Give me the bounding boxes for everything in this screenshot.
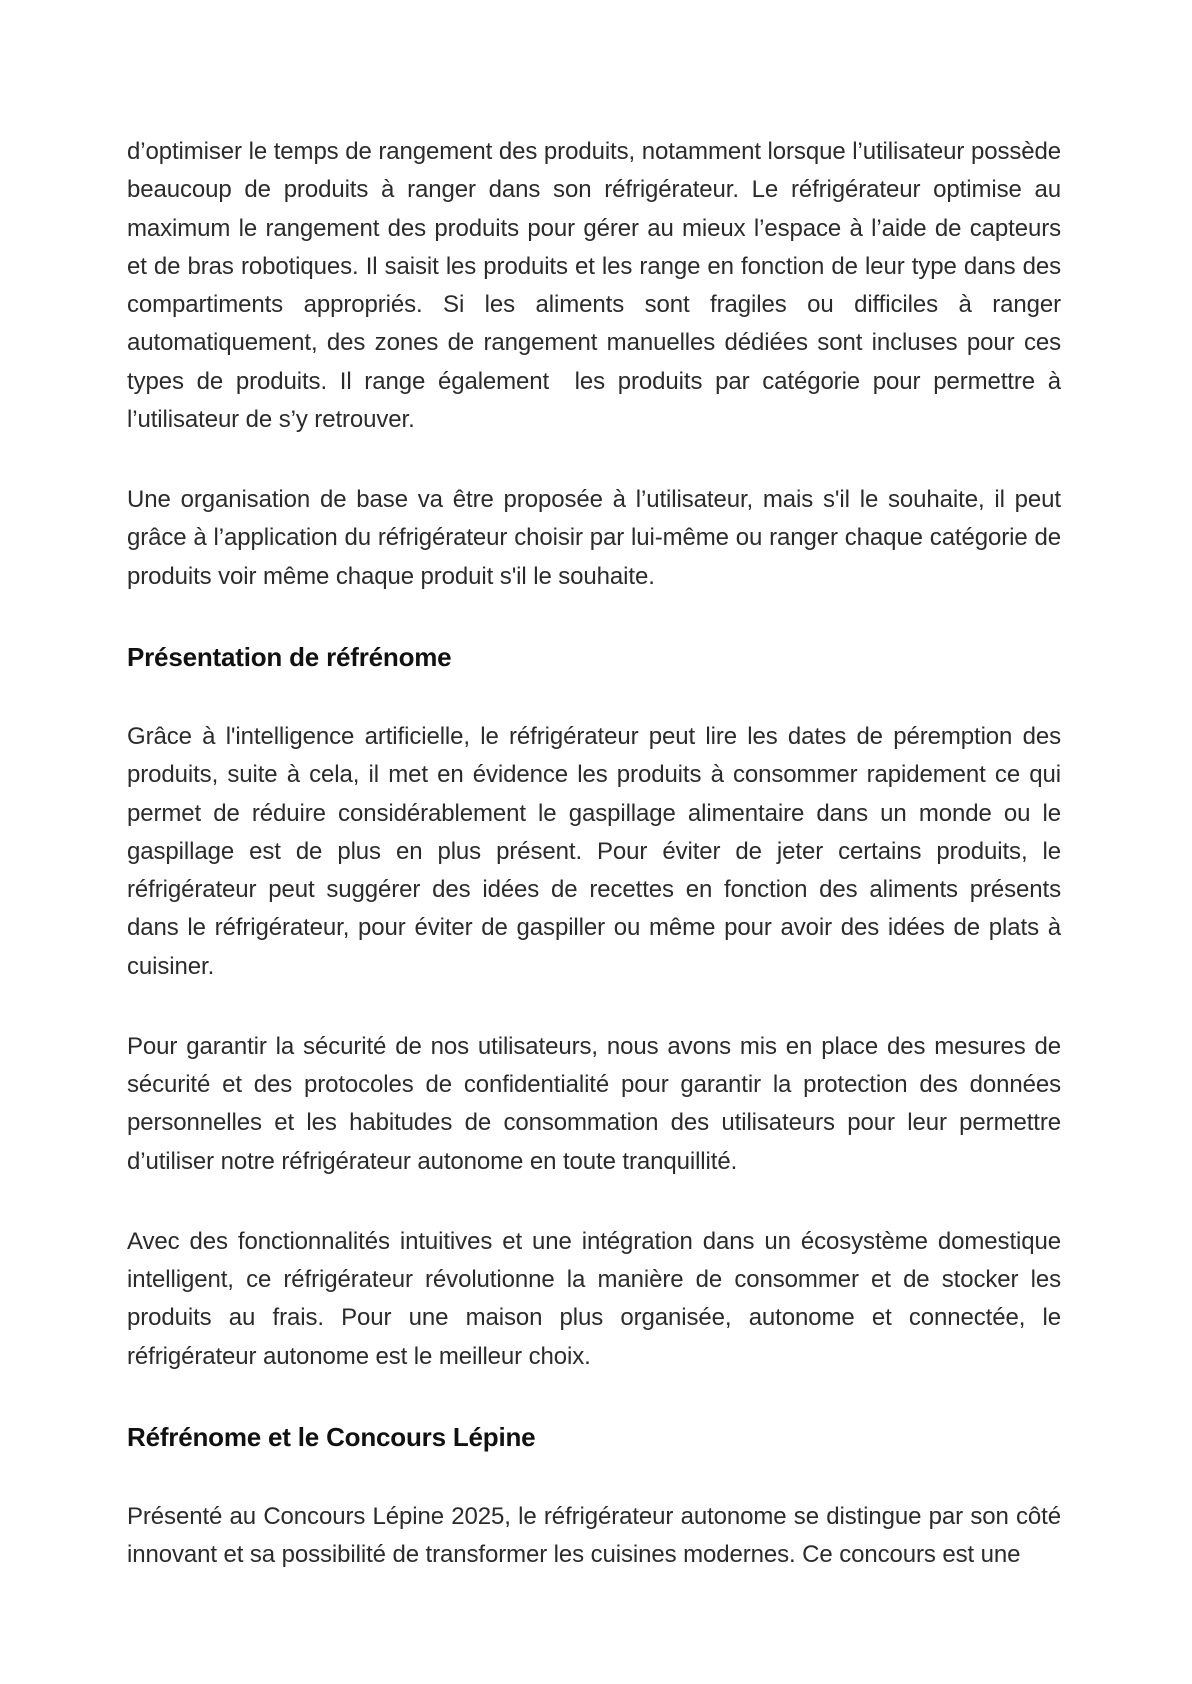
body-paragraph-concours: Présenté au Concours Lépine 2025, le réfrigérateur autonome se distingue par son côté innovant et sa possibilité de transformer les cuisines modernes. Ce concours est une — [127, 1503, 1068, 1569]
document-text-body — [127, 133, 1068, 1575]
body-paragraph-intelligence-artificielle: Grâce à l'intelligence artificielle, le réfrigérateur peut lire les dates de péremption des produits, suite à cela, il met en évidence les produits à consommer rapidement ce qui permet de réduire considérablement le gaspillage alimentaire dans un monde ou le gaspillage est de plus en plus présent. Pour éviter de jeter certains produits, le réfrigérateur peut suggérer des idées de recettes en fonction des aliments présents dans le réfrigérateur, pour éviter de gaspiller ou même pour avoir des idées de plats à cuisiner. — [127, 723, 1068, 980]
body-paragraph-ecosysteme: Avec des fonctionnalités intuitives et une intégration dans un écosystème domestique intelligent, ce réfrigérateur révolutionne la manière de consommer et de stocker les produits au frais. Pour une maison plus organisée, autonome et connectée, le réfrigérateur autonome est le meilleur choix. — [127, 1227, 1068, 1370]
body-paragraph-organisation: Une organisation de base va être proposée à l’utilisateur, mais s'il le souhaite, il peut grâce à l’application du réfrigérateur choisir par lui-même ou ranger chaque catégorie de produits voir même chaque produit s'il le souhaite. — [127, 486, 1068, 590]
section-heading-presentation: Présentation de réfrénome — [127, 641, 452, 672]
body-paragraph-rangement: d’optimiser le temps de rangement des produits, notamment lorsque l’utilisateur possède beaucoup de produits à ranger dans son réfrigérateur. Le réfrigérateur optimise au maximum le rangement des produits pour gérer au mieux l’espace à l’aide de capteurs et de bras robotiques. Il saisit les produits et les range en fonction de leur type dans des compartiments appropriés. Si les aliments sont fragiles ou difficiles à ranger automatiquement, des zones de rangement manuelles dédiées sont incluses pour ces types de produits. Il range également les produits par catégorie pour permettre à l’utilisateur de s’y retrouver. — [127, 138, 1068, 433]
section-heading-concours-lepine: Réfrénome et le Concours Lépine — [127, 1421, 536, 1452]
body-paragraph-securite: Pour garantir la sécurité de nos utilisateurs, nous avons mis en place des mesures de sécurité et des protocoles de confidentialité pour garantir la protection des données personnelles et les habitudes de consommation des utilisateurs pour leur permettre d’utiliser notre réfrigérateur autonome en toute tranquillité. — [127, 1032, 1068, 1175]
